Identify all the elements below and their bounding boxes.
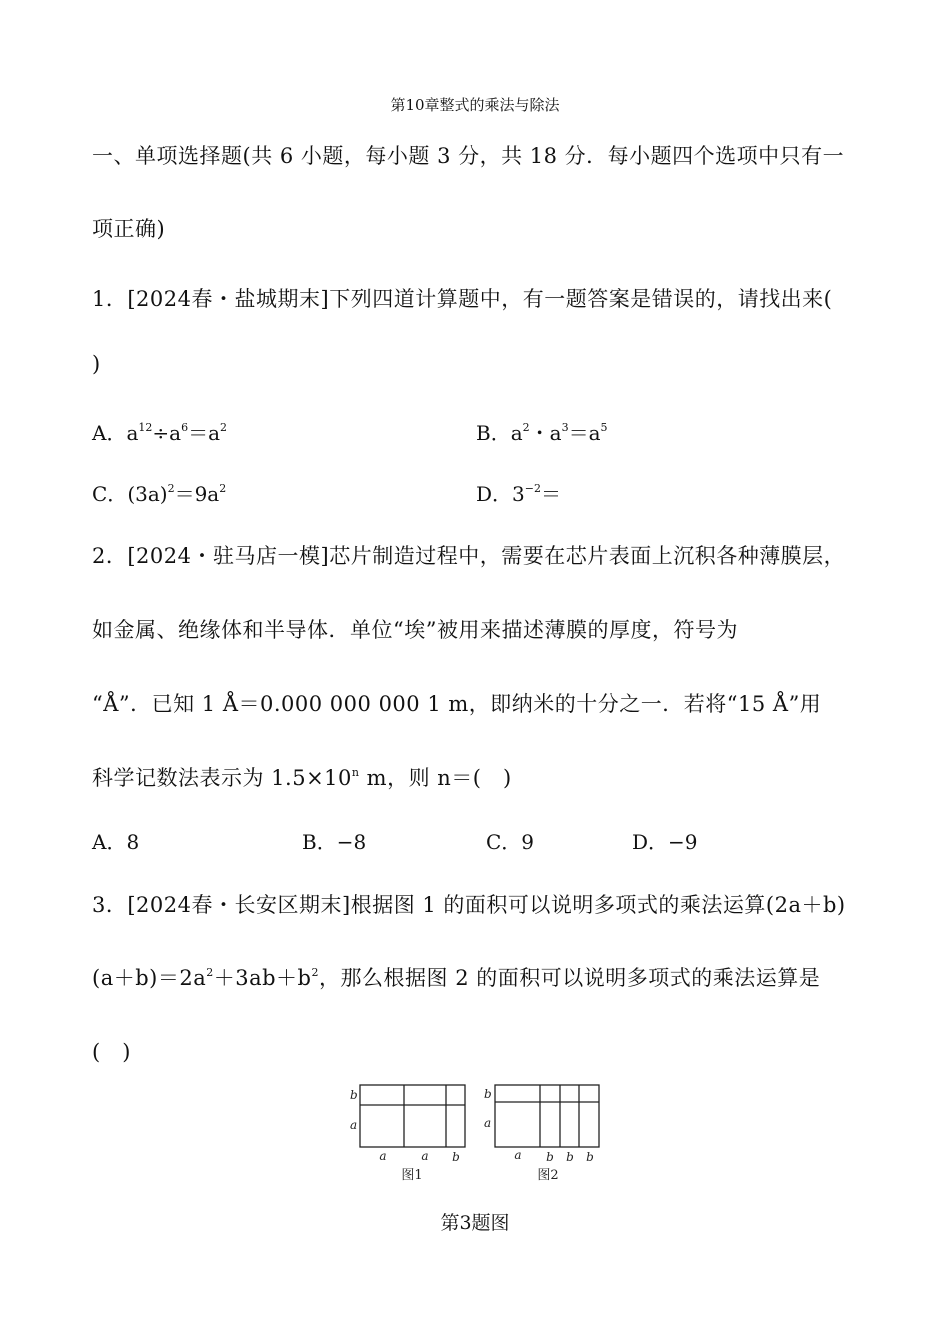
q3-figure-svg xyxy=(340,1080,620,1190)
q1-stem-line2: ) xyxy=(92,352,101,376)
fig2-caption: 图2 xyxy=(537,1168,559,1183)
q1-stem-line1: 1．[2024春・盐城期末]下列四道计算题中，有一题答案是错误的，请找出来( xyxy=(92,287,833,311)
fig2-bottom-label-a: a xyxy=(514,1148,522,1162)
figure-1-diagram xyxy=(360,1085,465,1147)
fig2-bottom-label-b2: b xyxy=(566,1150,574,1164)
q2-stem-line3: “Å”．已知 1 Å＝0.000 000 000 1 m，即纳米的十分之一．若将“15 Å”用 xyxy=(92,692,822,716)
figure-caption: 第3题图 xyxy=(440,1212,510,1234)
fig1-bottom-label-a2: a xyxy=(421,1149,429,1163)
q2-stem-line4: 科学记数法表示为 $1.5\times 10^n$ m，则 n＝( ) xyxy=(92,766,512,790)
figure-1-outer-rect xyxy=(360,1085,465,1147)
q2-stem-line2: 如金属、绝缘体和半导体．单位“埃”被用来描述薄膜的厚度，符号为 xyxy=(92,618,738,642)
q2-option-b: B．−8 xyxy=(302,830,367,854)
q2-option-a: A．8 xyxy=(92,830,140,854)
q2-option-c: C．9 xyxy=(486,830,535,854)
figure-2-outer-rect xyxy=(495,1085,599,1147)
q2-stem-line1: 2．[2024・驻马店一模]芯片制造过程中，需要在芯片表面上沉积各种薄膜层， xyxy=(92,544,846,568)
q3-figure xyxy=(340,1080,620,1190)
q2-option-d: D．−9 xyxy=(632,830,698,854)
q1-option-a: A．$a^{12}\div a^6=a^2$ xyxy=(92,421,228,445)
fig2-bottom-label-b3: b xyxy=(586,1150,594,1164)
fig2-bottom-label-b1: b xyxy=(546,1150,554,1164)
figure-2-diagram xyxy=(495,1085,599,1147)
section-heading-line1: 一、单项选择题(共 6 小题，每小题 3 分，共 18 分．每小题四个选项中只有一 xyxy=(92,144,845,168)
fig1-bottom-label-a1: a xyxy=(379,1149,387,1163)
q3-stem-line3: ( ) xyxy=(92,1040,131,1064)
section-heading-line2: 项正确) xyxy=(92,217,166,241)
doc-title: 第10章整式的乘法与除法 xyxy=(390,96,560,114)
q1-option-b: B．$a^2$・$a^3=a^5$ xyxy=(476,421,608,445)
fig2-left-label-a: a xyxy=(484,1116,492,1130)
fig2-left-label-b: b xyxy=(484,1087,492,1101)
q3-stem-line2: $(a+b)=2a^2+3ab+b^2$，那么根据图 2 的面积可以说明多项式的乘法运算是 xyxy=(92,966,821,990)
q1-option-d: D．$3^{-2}=$ xyxy=(476,482,561,506)
fig1-bottom-label-b: b xyxy=(452,1150,460,1164)
q3-stem-line1: 3．[2024春・长安区期末]根据图 1 的面积可以说明多项式的乘法运算(2a＋b) xyxy=(92,893,846,917)
fig1-left-label-a: a xyxy=(350,1118,358,1132)
fig1-caption: 图1 xyxy=(401,1168,423,1183)
q1-option-c: C．$(3a)^2=9a^2$ xyxy=(92,482,227,506)
fig1-left-label-b: b xyxy=(350,1088,358,1102)
